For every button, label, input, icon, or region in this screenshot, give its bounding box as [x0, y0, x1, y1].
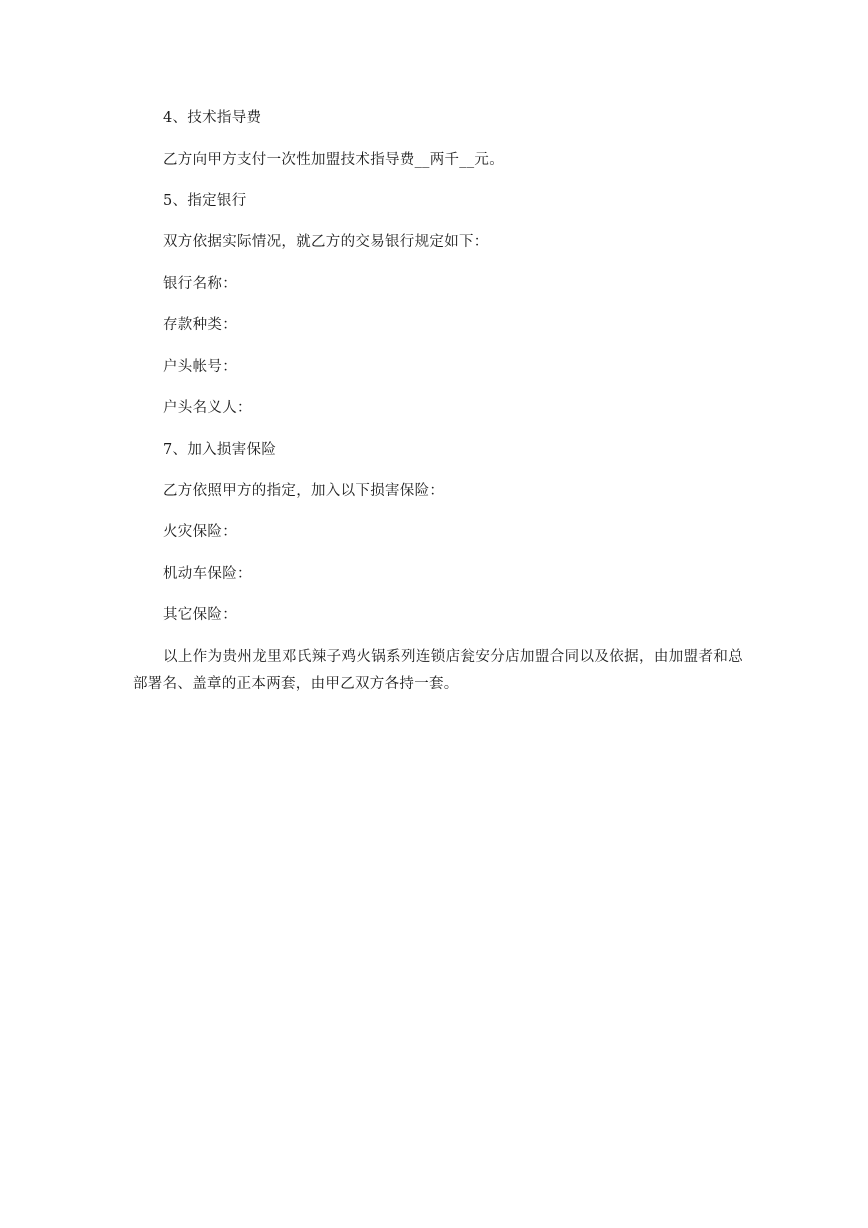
bank-intro-text: 双方依据实际情况，就乙方的交易银行规定如下：: [163, 234, 489, 250]
closing-paragraph: 以上作为贵州龙里邓氏辣子鸡火锅系列连锁店瓮安分店加盟合同以及依据，由加盟者和总部署名、盖章的正本两套，由甲乙双方各持一套。: [133, 649, 743, 692]
bank-name-label: 银行名称：: [163, 276, 237, 292]
account-number-label: 户头帐号：: [163, 359, 237, 375]
insurance-intro-text: 乙方依照甲方的指定，加入以下损害保险：: [163, 483, 445, 499]
section-heading-tech-guidance-fee: 4、技术指导费: [163, 110, 262, 126]
vehicle-insurance-label: 机动车保险：: [163, 566, 252, 582]
other-insurance-label: 其它保险：: [163, 607, 237, 623]
account-holder-label: 户头名义人：: [163, 400, 252, 416]
deposit-type-label: 存款种类：: [163, 317, 237, 333]
tech-guidance-fee-text: 乙方向甲方支付一次性加盟技术指导费__两千__元。: [163, 152, 504, 168]
section-heading-designated-bank: 5、指定银行: [163, 193, 247, 209]
section-heading-insurance: 7、加入损害保险: [163, 442, 277, 458]
fire-insurance-label: 火灾保险：: [163, 524, 237, 540]
